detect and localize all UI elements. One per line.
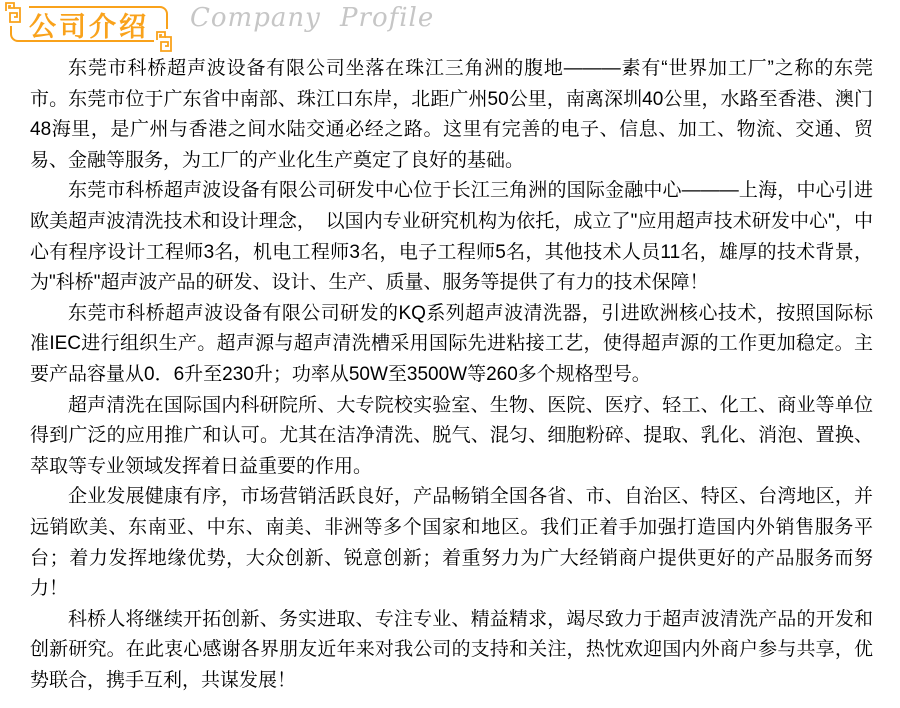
page-subtitle: Company Profile [190, 3, 435, 33]
profile-paragraph: 东莞市科桥超声波设备有限公司研发的KQ系列超声波清洗器，引进欧洲核心技术，按照国际标准IEC进行组织生产。超声源与超声清洗槽采用国际先进粘接工艺，使得超声源的工作更加稳定。主要产品容量从0．6升至230升；功率从50W至3500W等260多个规格型号。 [30, 302, 873, 385]
profile-paragraph: 东莞市科桥超声波设备有限公司研发中心位于长江三角洲的国际金融中心———上海，中心引进欧美超声波清洗技术和设计理念， 以国内专业研究机构为依托，成立了"应用超声技术研发中心"，中心有程序设计工程师3名，机电工程师3名，电子工程师5名，其他技术人员11名，雄厚的技术背景，为"科桥"超声波产品的研发、设计、生产、质量、服务等提供了有力的技术保障！ [30, 180, 873, 294]
page-header [0, 0, 900, 52]
profile-paragraph: 企业发展健康有序，市场营销活跃良好，产品畅销全国各省、市、自治区、特区、台湾地区，并远销欧美、东南亚、中东、南美、非洲等多个国家和地区。我们正着手加强打造国内外销售服务平台；着力发挥地缘优势，大众创新、锐意创新；着重努力为广大经销商户提供更好的产品服务而努力！ [30, 486, 873, 600]
profile-content [0, 52, 900, 696]
profile-paragraph: 超声清洗在国际国内科研院所、大专院校实验室、生物、医院、医疗、轻工、化工、商业等单位得到广泛的应用推广和认可。尤其在洁净清洗、脱气、混匀、细胞粉碎、提取、乳化、消泡、置换、萃取等专业领域发挥着日益重要的作用。 [30, 394, 873, 477]
profile-paragraph: 东莞市科桥超声波设备有限公司坐落在珠江三角洲的腹地———素有“世界加工厂”之称的东莞市。东莞市位于广东省中南部、珠江口东岸，北距广州50公里，南离深圳40公里，水路至香港、澳门48海里，是广州与香港之间水陆交通必经之路。这里有完善的电子、信息、加工、物流、交通、贸易、金融等服务，为工厂的产业化生产奠定了良好的基础。 [30, 58, 873, 171]
page-title: 公司介绍 [29, 11, 149, 42]
greek-key-ornament-icon [154, 29, 180, 55]
profile-paragraph: 科桥人将继续开拓创新、务实进取、专注专业、精益精求，竭尽致力于超声波清洗产品的开发和创新研究。在此衷心感谢各界朋友近年来对我公司的支持和关注，热忱欢迎国内外商户参与共享，优势联合，携手互利，共谋发展！ [30, 608, 873, 691]
greek-key-ornament-icon [3, 0, 29, 26]
section-title-frame [10, 6, 168, 42]
